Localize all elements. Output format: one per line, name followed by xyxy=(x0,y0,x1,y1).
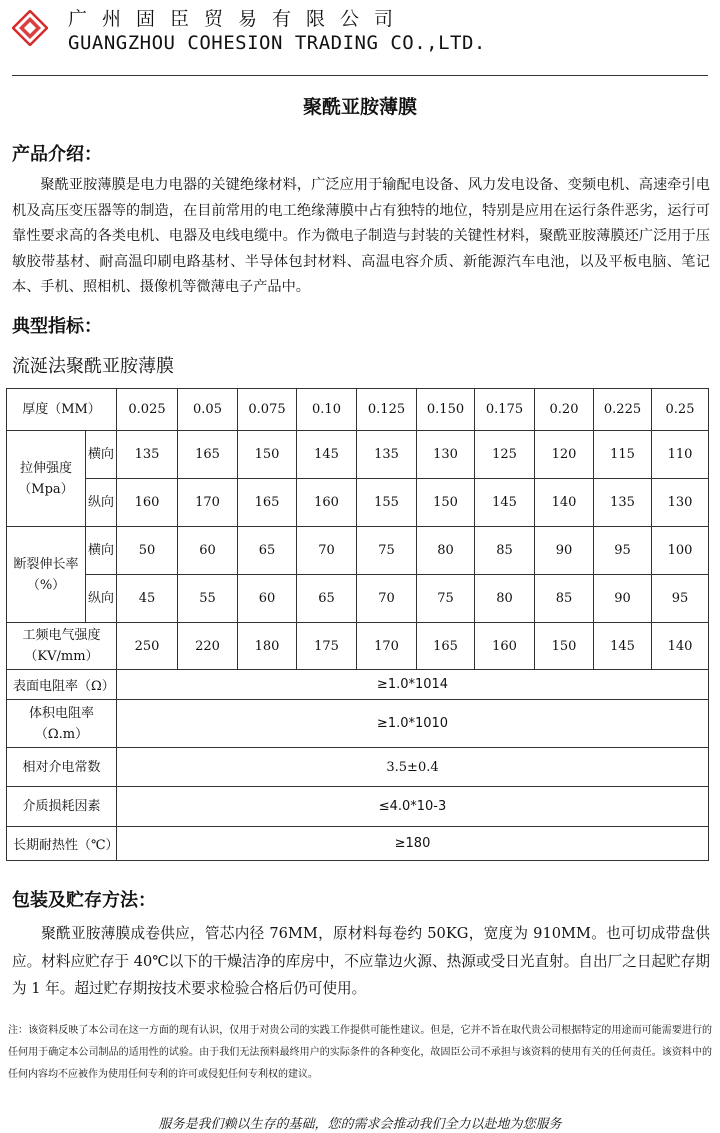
surface-resistivity-label: 表面电阻率（Ω） xyxy=(7,670,117,700)
elongation-cell: 80 xyxy=(417,527,475,575)
intro-heading: 产品介绍： xyxy=(12,144,102,165)
tensile-cell: 120 xyxy=(535,431,594,479)
company-header xyxy=(8,2,712,66)
tensile-cell: 145 xyxy=(475,479,535,527)
company-name-cn: 广州固臣贸易有限公司 xyxy=(68,8,409,30)
heat-value: ≥180 xyxy=(117,827,709,861)
elongation-cell: 55 xyxy=(178,575,238,623)
elongation-cell: 90 xyxy=(535,527,594,575)
elongation-cell: 75 xyxy=(417,575,475,623)
loss-label: 介质损耗因素 xyxy=(7,787,117,827)
elongation-cell: 50 xyxy=(117,527,178,575)
elongation-cell: 95 xyxy=(594,527,652,575)
direction-longitudinal: 纵向 xyxy=(86,575,117,623)
tensile-cell: 130 xyxy=(417,431,475,479)
direction-transverse: 横向 xyxy=(86,527,117,575)
elongation-label: 断裂伸长率（%） xyxy=(7,527,86,623)
dielectric-cell: 150 xyxy=(535,623,594,670)
elongation-cell: 60 xyxy=(238,575,297,623)
surface-resistivity-value: ≥1.0*1014 xyxy=(117,670,709,700)
loss-row xyxy=(7,787,709,827)
disclaimer-note: 注：该资料反映了本公司在这一方面的现有认识，仅用于对贵公司的实践工作提供可能性建议。但是，它并不旨在取代贵公司根据特定的用途而可能需要进行的任何用于确定本公司制品的适用性的试验。由于我们无法预料最终用户的实际条件的各种变化，故固臣公司不承担与该资料的使用有关的任何责任。该资料中的任何内容均不应被作为使用任何专利的许可或侵犯任何专利权的建议。 xyxy=(8,1025,712,1080)
direction-longitudinal: 纵向 xyxy=(86,479,117,527)
tensile-cell: 145 xyxy=(297,431,357,479)
elongation-cell: 80 xyxy=(475,575,535,623)
thickness-cell: 0.075 xyxy=(238,389,297,431)
tensile-cell: 150 xyxy=(238,431,297,479)
dielectric-label: 工频电气强度（KV/mm） xyxy=(7,623,117,670)
volume-resistivity-row xyxy=(7,700,709,748)
heat-label: 长期耐热性（℃） xyxy=(7,827,117,861)
dielectric-cell: 145 xyxy=(594,623,652,670)
document-title: 聚酰亚胺薄膜 xyxy=(302,96,417,118)
thickness-cell: 0.175 xyxy=(475,389,535,431)
heat-row xyxy=(7,827,709,861)
elongation-cell: 65 xyxy=(297,575,357,623)
surface-resistivity-row xyxy=(7,670,709,700)
tensile-cell: 170 xyxy=(178,479,238,527)
dielectric-cell: 180 xyxy=(238,623,297,670)
footer-slogan: 服务是我们赖以生存的基础，您的需求会推动我们全力以赴地为您服务 xyxy=(158,1117,562,1132)
thickness-cell: 0.025 xyxy=(117,389,178,431)
tensile-cell: 155 xyxy=(357,479,417,527)
tensile-cell: 135 xyxy=(357,431,417,479)
volume-resistivity-label: 体积电阻率（Ω.m） xyxy=(7,700,117,748)
tensile-cell: 160 xyxy=(297,479,357,527)
tensile-label: 拉伸强度（Mpa） xyxy=(7,431,86,527)
dielectric-cell: 250 xyxy=(117,623,178,670)
dielectric-cell: 140 xyxy=(652,623,709,670)
elongation-cell: 75 xyxy=(357,527,417,575)
tensile-cell: 115 xyxy=(594,431,652,479)
tensile-cell: 130 xyxy=(652,479,709,527)
thickness-cell: 0.25 xyxy=(652,389,709,431)
tensile-longitudinal-row xyxy=(7,479,709,527)
elongation-cell: 85 xyxy=(535,575,594,623)
thickness-cell: 0.125 xyxy=(357,389,417,431)
loss-value: ≤4.0*10-3 xyxy=(117,787,709,827)
dielectric-cell: 220 xyxy=(178,623,238,670)
elongation-cell: 60 xyxy=(178,527,238,575)
volume-resistivity-value: ≥1.0*1010 xyxy=(117,700,709,748)
company-name-en: GUANGZHOU COHESION TRADING CO.,LTD. xyxy=(68,32,486,54)
specs-subtitle: 流涎法聚酰亚胺薄膜 xyxy=(12,356,174,377)
tensile-transverse-row xyxy=(7,431,709,479)
thickness-cell: 0.225 xyxy=(594,389,652,431)
storage-heading: 包装及贮存方法： xyxy=(12,890,156,911)
permittivity-row xyxy=(7,748,709,787)
elongation-cell: 90 xyxy=(594,575,652,623)
thickness-cell: 0.05 xyxy=(178,389,238,431)
thickness-row xyxy=(7,389,709,431)
thickness-cell: 0.20 xyxy=(535,389,594,431)
company-logo xyxy=(12,10,48,46)
elongation-cell: 65 xyxy=(238,527,297,575)
thickness-cell: 0.10 xyxy=(297,389,357,431)
tensile-cell: 135 xyxy=(117,431,178,479)
header-divider xyxy=(12,75,708,76)
permittivity-value: 3.5±0.4 xyxy=(117,748,709,787)
spec-table xyxy=(6,388,709,861)
thickness-label: 厚度（MM） xyxy=(7,389,117,431)
tensile-cell: 110 xyxy=(652,431,709,479)
elongation-cell: 45 xyxy=(117,575,178,623)
permittivity-label: 相对介电常数 xyxy=(7,748,117,787)
direction-transverse: 横向 xyxy=(86,431,117,479)
dielectric-cell: 170 xyxy=(357,623,417,670)
dielectric-cell: 165 xyxy=(417,623,475,670)
dielectric-cell: 160 xyxy=(475,623,535,670)
specs-heading: 典型指标： xyxy=(12,316,102,337)
dielectric-cell: 175 xyxy=(297,623,357,670)
elongation-cell: 70 xyxy=(357,575,417,623)
storage-paragraph: 聚酰亚胺薄膜成卷供应，管芯内径 76MM，原材料每卷约 50KG，宽度为 910MM。也可切成带盘供应。材料应贮存于 40℃以下的干燥洁净的库房中，不应靠边火源、热源或受日光直射。自出厂之日起贮存期为 1 年。超过贮存期按技术要求检验合格后仍可使用。 xyxy=(12,925,710,997)
intro-paragraph: 聚酰亚胺薄膜是电力电器的关键绝缘材料，广泛应用于输配电设备、风力发电设备、变频电机、高速牵引电机及高压变压器等的制造，在目前常用的电工绝缘薄膜中占有独特的地位，特别是应用在运行条件恶劣，运行可靠性要求高的各类电机、电器及电线电缆中。作为微电子制造与封装的关键性材料，聚酰亚胺薄膜还广泛用于压敏胶带基材、耐高温印刷电路基材、半导体包封材料、高温电容介质、新能源汽车电池，以及平板电脑、笔记本、手机、照相机、摄像机等微薄电子产品中。 xyxy=(12,177,710,295)
dielectric-row xyxy=(7,623,709,670)
elongation-transverse-row xyxy=(7,527,709,575)
tensile-cell: 160 xyxy=(117,479,178,527)
tensile-cell: 125 xyxy=(475,431,535,479)
elongation-longitudinal-row xyxy=(7,575,709,623)
elongation-cell: 70 xyxy=(297,527,357,575)
tensile-cell: 165 xyxy=(238,479,297,527)
elongation-cell: 100 xyxy=(652,527,709,575)
tensile-cell: 135 xyxy=(594,479,652,527)
tensile-cell: 165 xyxy=(178,431,238,479)
tensile-cell: 150 xyxy=(417,479,475,527)
thickness-cell: 0.150 xyxy=(417,389,475,431)
elongation-cell: 85 xyxy=(475,527,535,575)
elongation-cell: 95 xyxy=(652,575,709,623)
tensile-cell: 140 xyxy=(535,479,594,527)
